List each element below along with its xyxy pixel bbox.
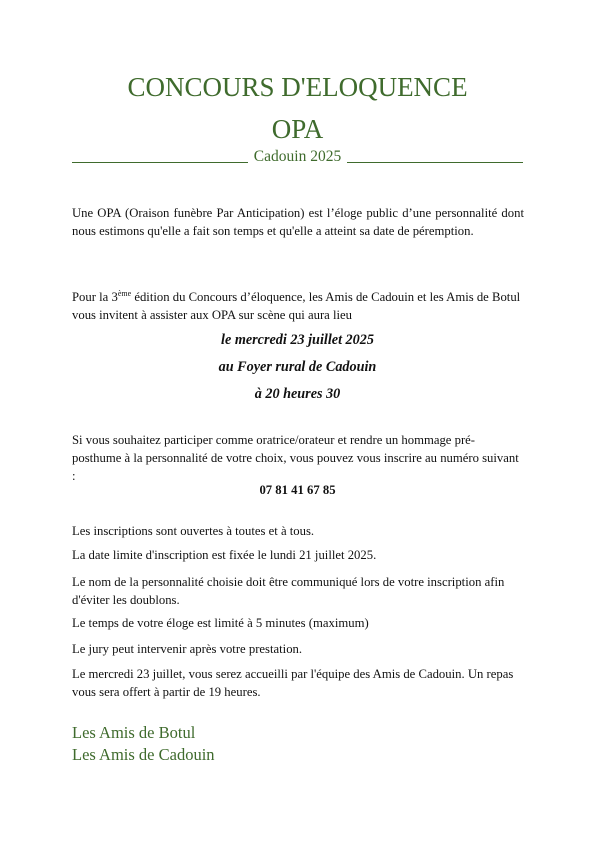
invite-text-start: Pour la 3 <box>72 290 118 304</box>
signature-botul: Les Amis de Botul <box>72 723 196 742</box>
subtitle-rule-left <box>72 152 248 163</box>
subtitle: Cadouin 2025 <box>253 148 342 165</box>
event-place: au Foyer rural de Cadouin <box>218 359 377 375</box>
info-line: Les inscriptions sont ouvertes à toutes et à tous. <box>72 524 315 538</box>
info-line: La date limite d'inscription est fixée le lundi 21 juillet 2025. <box>72 548 377 562</box>
phone-number: 07 81 41 67 85 <box>259 483 336 497</box>
signature-cadouin: Les Amis de Cadouin <box>72 745 215 764</box>
participate-paragraph: Si vous souhaitez participer comme oratrice/orateur et rendre un hommage pré-posthume à la personnalité de votre choix, vous pouvez vous inscrire au numéro suivant : <box>72 433 519 483</box>
info-line: Le temps de votre éloge est limité à 5 minutes (maximum) <box>72 616 369 630</box>
invite-paragraph <box>72 288 524 324</box>
subtitle-row <box>72 148 523 166</box>
page-title-opa: OPA <box>271 114 324 144</box>
info-line: Le mercredi 23 juillet, vous serez accueilli par l'équipe des Amis de Cadouin. Un repas vous sera offert à partir de 19 heures. <box>72 667 514 699</box>
subtitle-rule-right <box>347 152 523 163</box>
info-line: Le jury peut intervenir après votre prestation. <box>72 642 303 656</box>
event-date: le mercredi 23 juillet 2025 <box>221 332 374 348</box>
page-title: CONCOURS D'ELOQUENCE <box>127 72 468 102</box>
intro-paragraph: Une OPA (Oraison funèbre Par Anticipation) est l’éloge public d’une personnalité dont nous estimons qu'elle a fait son temps et qu'elle a atteint sa date de péremption. <box>72 206 524 238</box>
invite-superscript: ème <box>117 288 132 298</box>
invite-text-end: édition du Concours d’éloquence, les Amis de Cadouin et les Amis de Botul vous invitent à assister aux OPA sur scène qui aura lieu <box>72 290 521 322</box>
info-line: Le nom de la personnalité choisie doit être communiqué lors de votre inscription afin d'éviter les doublons. <box>72 575 505 607</box>
event-time: à 20 heures 30 <box>254 386 341 402</box>
